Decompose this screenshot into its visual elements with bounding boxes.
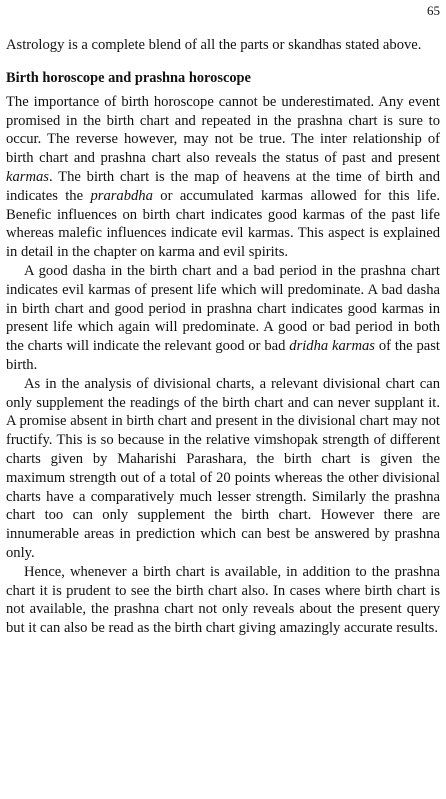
paragraph-3 xyxy=(6,375,440,563)
section-heading: Birth horoscope and prashna horoscope xyxy=(6,69,251,86)
text-run: A good dasha in the birth chart and a bad period in the prashna chart indicates evil karmas of present life which will predominate. A bad dasha in birth chart and good period in prashna chart indicates good karmas in present life which again will predominate. A good or bad period in both the charts will indicate the relevant good or bad xyxy=(6,262,440,355)
text-body xyxy=(6,36,440,638)
paragraph-2 xyxy=(6,262,440,375)
text-run: The importance of birth horoscope cannot be underestimated. Any event promised in the birth chart and repeated in the prashna chart is sure to occur. The reverse however, may not be true. The inter relationship of birth chart and prashna chart also reveals the status of past and present xyxy=(6,93,440,167)
italic-term: dridha karmas xyxy=(289,338,375,355)
text-run: . The birth chart is the map of heavens at the time of birth and indicates the xyxy=(6,168,440,204)
text-run: Hence, whenever a birth chart is available, in addition to the prashna chart it is prudent to see the birth chart also. In cases where birth chart is not available, the prashna chart not only reveals about the present query but it can also be read as the birth chart giving amazingly accurate results. xyxy=(6,563,440,637)
paragraph-4 xyxy=(6,563,440,638)
text-run: As in the analysis of divisional charts, a relevant divisional chart can only supplement the readings of the birth chart and can never supplant it. A promise absent in birth chart and present in the divisional chart may not fructify. This is so because in the relative vimshopak strength of different charts given by Maharishi Parashara, the birth chart is given the maximum strength out of a total of 20 points whereas the other divisional charts have a comparatively much lesser strength. Similarly the prashna chart too can only supplement the birth chart. However there are innumerable areas in prediction which can best be answered by prashna only. xyxy=(6,375,440,561)
paragraph-1 xyxy=(6,93,440,262)
italic-term: prarabdha xyxy=(90,187,153,204)
text-run: of the past birth. xyxy=(6,338,440,373)
text-run: or accumulated karmas allowed for this life. Benefic influences on birth chart indicates good karmas of the past life whereas malefic influences indicate evil karmas. This aspect is explained in detail in the chapter on karma and evil spirits. xyxy=(6,187,440,261)
page-number: 65 xyxy=(427,3,440,18)
intro-paragraph: Astrology is a complete blend of all the parts or skandhas stated above. xyxy=(6,37,422,53)
italic-term: karmas xyxy=(6,168,49,185)
